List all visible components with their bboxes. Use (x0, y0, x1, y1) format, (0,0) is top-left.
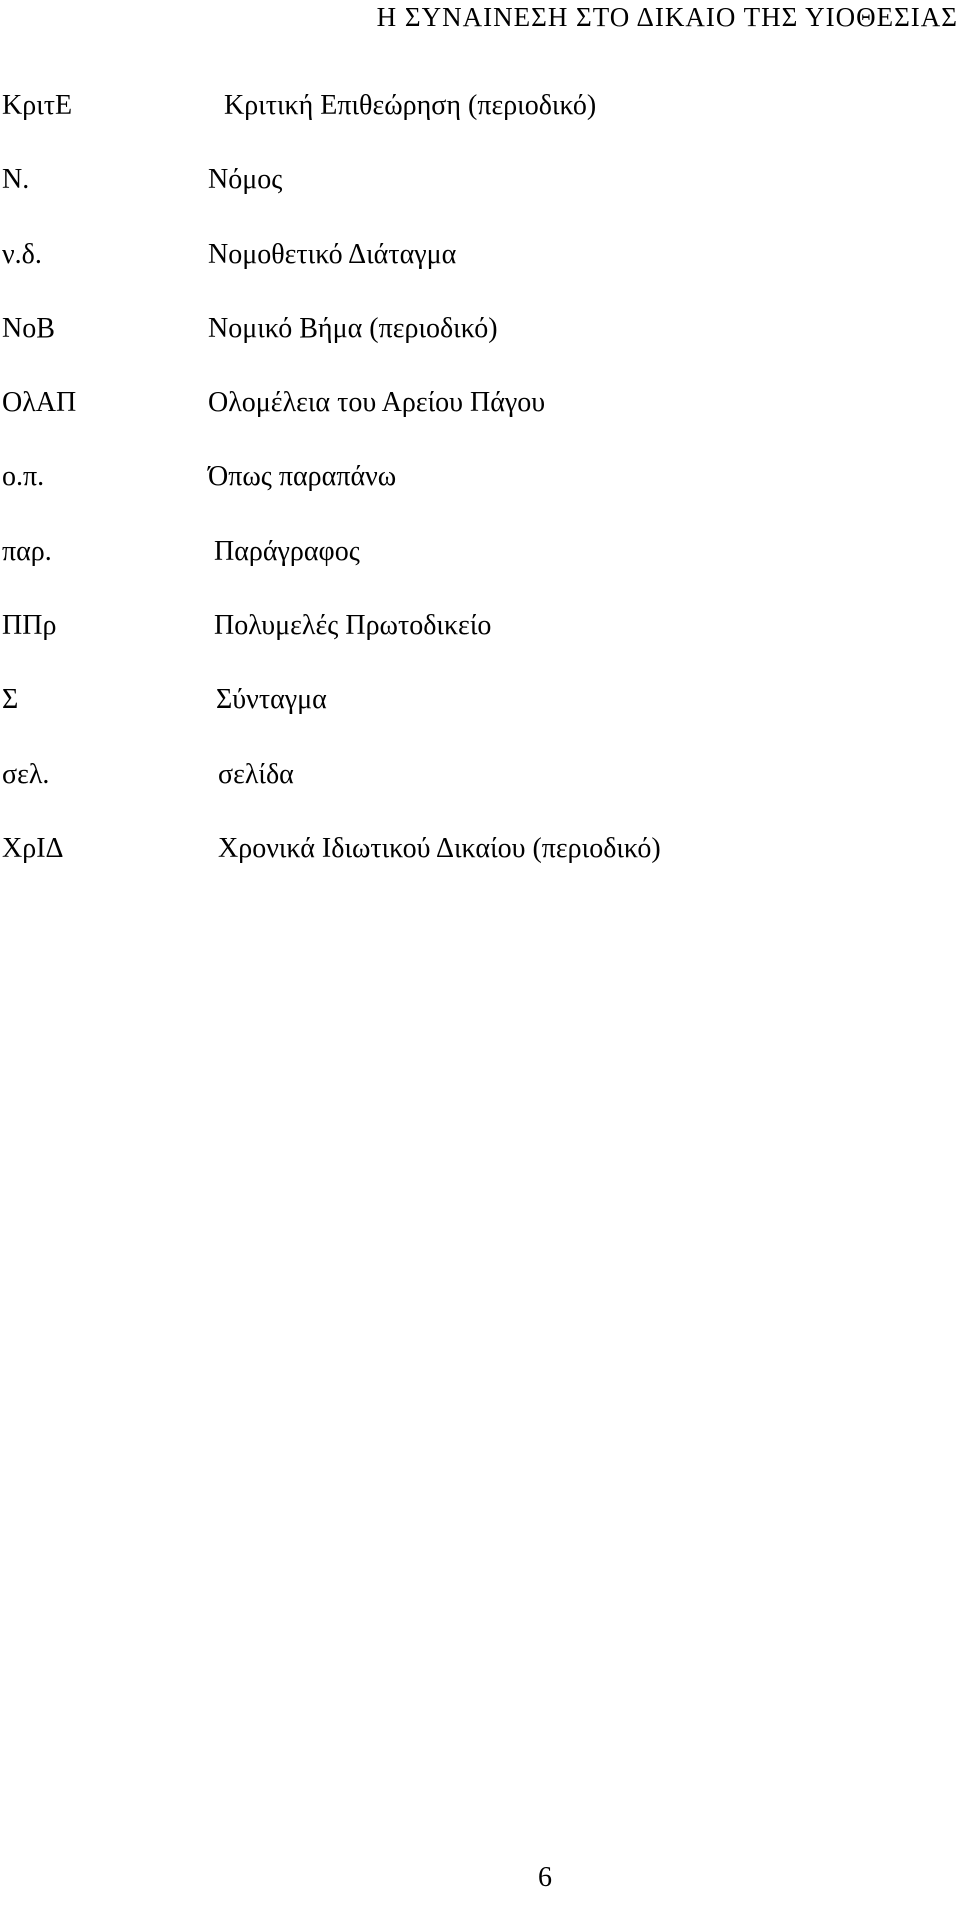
abbreviation-row (2, 833, 952, 907)
abbreviation-row (2, 684, 952, 758)
abbreviation-meaning: Όπως παραπάνω (208, 461, 397, 493)
abbreviation-term: σελ. (2, 758, 50, 790)
abbreviation-row (2, 759, 952, 833)
abbreviation-term: ΚριτΕ (2, 90, 73, 121)
abbreviation-meaning: Κριτική Επιθεώρηση (περιοδικό) (224, 90, 597, 121)
abbreviation-term: ο.π. (2, 461, 45, 493)
abbreviation-row (2, 313, 952, 387)
abbreviation-term: ΧρΙΔ (2, 832, 64, 864)
abbreviation-meaning: σελίδα (218, 758, 294, 790)
abbreviation-term: ΝοΒ (2, 312, 55, 344)
abbreviation-row (2, 90, 952, 164)
abbreviation-term: Ν. (2, 164, 30, 196)
abbreviation-term: ν.δ. (2, 238, 42, 270)
abbreviations-list (2, 90, 952, 907)
abbreviation-term: Σ (2, 684, 19, 716)
page-header-title: Η ΣΥΝΑΙΝΕΣΗ ΣΤΟ ΔΙΚΑΙΟ ΤΗΣ ΥΙΟΘΕΣΙΑΣ (376, 2, 958, 32)
abbreviation-meaning: Νόμος (208, 164, 283, 196)
abbreviation-row (2, 536, 952, 610)
abbreviation-row (2, 461, 952, 535)
page-number: 6 (538, 1862, 552, 1893)
abbreviation-meaning: Παράγραφος (214, 535, 360, 567)
abbreviation-row (2, 610, 952, 684)
abbreviation-meaning: Νομικό Βήμα (περιοδικό) (208, 312, 498, 344)
abbreviation-term: ΟλΑΠ (2, 387, 77, 419)
abbreviation-meaning: Πολυμελές Πρωτοδικείο (214, 610, 492, 642)
abbreviation-row (2, 239, 952, 313)
abbreviation-meaning: Σύνταγμα (216, 684, 327, 716)
abbreviation-row (2, 387, 952, 461)
abbreviation-term: παρ. (2, 535, 52, 567)
abbreviation-meaning: Χρονικά Ιδιωτικού Δικαίου (περιοδικό) (218, 832, 661, 864)
abbreviation-row (2, 164, 952, 238)
abbreviation-meaning: Ολομέλεια του Αρείου Πάγου (208, 387, 546, 419)
abbreviation-meaning: Νομοθετικό Διάταγμα (208, 238, 457, 270)
abbreviation-term: ΠΠρ (2, 610, 57, 642)
